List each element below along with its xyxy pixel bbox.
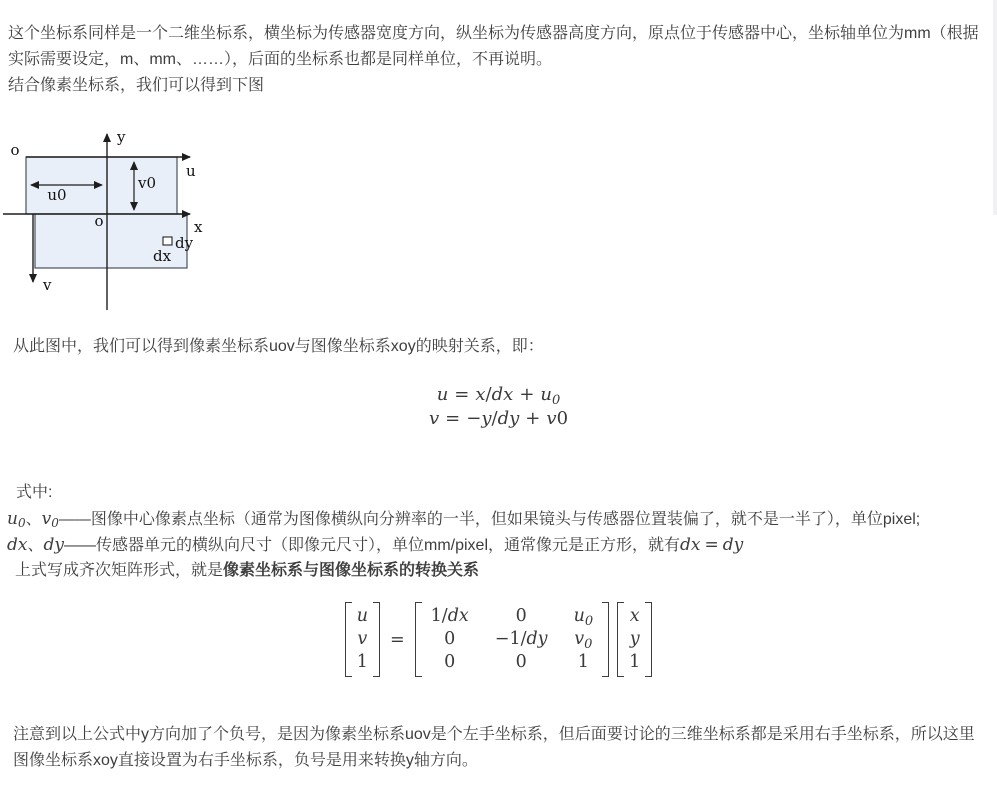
- left-bracket: [345, 602, 352, 677]
- equals-sign: =: [445, 408, 461, 429]
- paragraph-final-note: 注意到以上公式中y方向加了个负号，是因为像素坐标系uov是个左手坐标系，但后面要讨论的三维坐标系都是采用右手坐标系，所以这里图像坐标系xoy直接设置为右手坐标系，负号是用来转换y轴方向。: [13, 726, 975, 769]
- coordinate-diagram: [0, 118, 232, 316]
- vector-entry: x: [629, 606, 640, 626]
- paragraph-intro: 这个坐标系同样是一个二维坐标系，横坐标为传感器宽度方向，纵坐标为传感器高度方向，原点位于传感器中心，坐标轴单位为mm（根据实际需要设定，m、mm、……），后面的坐标系也都是同样单位，不再说明。: [8, 25, 979, 68]
- formula-matrix: [0, 602, 997, 677]
- math-dy: dy: [722, 535, 744, 555]
- paragraph-mapping-intro: 从此图中，我们可以得到像素坐标系uov与图像坐标系xoy的映射关系，即：: [13, 338, 544, 355]
- subscript: 0: [552, 393, 561, 408]
- formula-var: dx: [491, 384, 514, 405]
- formula-var: u: [540, 384, 552, 405]
- formula-line-v: [0, 407, 997, 431]
- pixel-origin-label: o: [10, 141, 20, 159]
- x-axis-label: x: [194, 218, 203, 236]
- matrix-cell: −1/dy: [494, 629, 548, 649]
- pixel-cell-square: [163, 237, 172, 245]
- u-axis-label: u: [186, 162, 196, 180]
- text-segment: 、: [25, 511, 42, 528]
- u0-label: u0: [47, 186, 67, 204]
- minus-sign: −: [466, 408, 482, 429]
- formula-var: dy: [497, 408, 520, 429]
- vector-entry: 1: [356, 652, 368, 672]
- paragraph-where: 式中:: [16, 484, 53, 501]
- text-segment: ——图像中心像素点坐标（通常为图像横纵向分辨率的一半，但如果镜头与传感器位置装偏了，就不是一半了），单位pixel;: [58, 511, 921, 528]
- text-segment: 上式写成齐次矩阵形式，就是: [15, 562, 224, 579]
- formula-var: v: [546, 408, 557, 429]
- subscript: 0: [51, 516, 59, 530]
- matrix-cell: $v_0$: [574, 629, 593, 652]
- v-axis-label: v: [43, 276, 52, 294]
- matrix-cell: 0: [515, 606, 527, 626]
- text-segment: 、: [27, 537, 44, 554]
- param-definition-u0v0: [7, 506, 992, 533]
- plus-sign: +: [519, 384, 535, 405]
- right-bracket: [645, 602, 652, 677]
- left-bracket: [415, 602, 422, 677]
- math-dx: dx: [7, 535, 28, 555]
- transform-matrix: [415, 602, 609, 677]
- scrollbar-thumb[interactable]: [993, 0, 997, 215]
- equals-sign: =: [454, 384, 470, 405]
- vector-entry: 1: [629, 652, 641, 672]
- math-dy: dy: [43, 535, 64, 555]
- image-origin-label: o: [94, 212, 104, 230]
- vector-uv1: [345, 602, 380, 677]
- subscript: 0: [17, 516, 26, 530]
- left-bracket: [617, 602, 624, 677]
- matrix-cell: 1/dx: [430, 606, 469, 626]
- matrix-cell: $u_0$: [573, 606, 594, 629]
- formula-var: x: [475, 384, 486, 405]
- equals-sign: =: [390, 629, 405, 650]
- formula-line-u: [0, 383, 997, 407]
- bold-transform-relation: 像素坐标系与图像坐标系的转换关系: [223, 562, 480, 579]
- math-u: u: [7, 509, 18, 529]
- slash: /: [491, 408, 498, 429]
- right-bracket: [373, 602, 380, 677]
- right-bracket: [602, 602, 609, 677]
- dy-label: dy: [175, 234, 194, 252]
- plus-sign: +: [525, 408, 541, 429]
- vector-entry: y: [629, 629, 640, 649]
- math-dx: dx: [680, 535, 701, 555]
- equals-sign: =: [704, 535, 719, 555]
- formula-var: y: [481, 408, 492, 429]
- vector-entry: u: [356, 606, 368, 626]
- matrix-cell: 0: [444, 629, 456, 649]
- matrix-cell: 0: [515, 652, 527, 672]
- matrix-cell: 1: [577, 652, 589, 672]
- text-segment: ——传感器单元的横纵向尺寸（即像元尺寸），单位mm/pixel，通常像元是正方形，就有: [64, 537, 681, 554]
- dx-label: dx: [153, 247, 172, 265]
- paragraph-intro-2: 结合像素坐标系，我们可以得到下图: [8, 77, 265, 94]
- v0-label: v0: [138, 174, 157, 192]
- vector-entry: v: [357, 629, 368, 649]
- formula-var: v: [428, 408, 440, 429]
- formula-uv-mapping: [0, 383, 997, 431]
- param-definition-dxdy: [7, 532, 992, 559]
- slash: /: [485, 384, 492, 405]
- vector-xy1: [617, 602, 652, 677]
- formula-var: u: [436, 384, 449, 405]
- matrix-cell: 0: [444, 652, 456, 672]
- formula-digit: 0: [556, 408, 569, 429]
- paragraph-homogeneous: [15, 558, 992, 584]
- math-v: v: [41, 509, 52, 529]
- y-axis-label: y: [117, 128, 126, 146]
